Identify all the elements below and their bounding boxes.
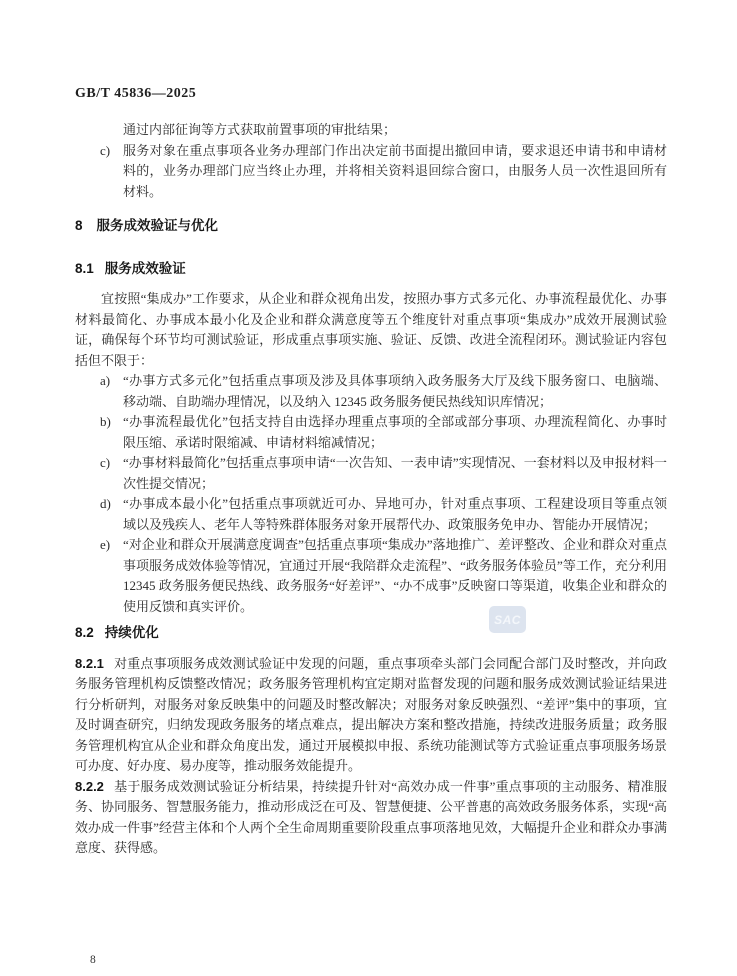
list-item-b: [75, 412, 667, 453]
paragraph-8-2-1: [75, 654, 667, 777]
list-text: “对企业和群众开展满意度调查”包括重点事项“集成办”落地推广、差评整改、企业和群众对重点事项服务成效体验等情况，宜通过开展“我陪群众走流程”、“政务服务体验员”等工作，充分利用 12345 政务服务便民热线、政务服务“好差评”、“办不成事”反映窗口等渠道，收集企业和群众的使用反馈和真实评价。: [123, 537, 667, 614]
sac-watermark-icon: SAC: [489, 606, 526, 633]
list-item-intro-c: [75, 141, 667, 203]
list-text: 服务对象在重点事项各业务办理部门作出决定前书面提出撤回申请，要求退还申请书和申请材料的，业务办理部门应当终止办理，并将相关资料退回综合窗口，由服务人员一次性退回所有材料。: [123, 142, 667, 199]
document-body: [75, 120, 667, 859]
list-label: b): [100, 414, 111, 429]
section-8-1-intro-paragraph: 宜按照“集成办”工作要求，从企业和群众视角出发，按照办事方式多元化、办事流程最优化、办事材料最简化、办事成本最小化及企业和群众满意度等五个维度针对重点事项“集成办”成效开展测试验证，确保每个环节均可测试验证，形成重点事项实施、验证、反馈、改进全流程闭环。测试验证内容包括但不限于：: [75, 291, 667, 368]
section-number: 8.1: [75, 260, 94, 276]
list-item-d: [75, 494, 667, 535]
paragraph-number: 8.2.2: [75, 778, 104, 794]
section-8-1-heading: [75, 259, 667, 280]
section-number: 8: [75, 218, 83, 233]
section-8-heading: [75, 216, 667, 237]
list-item-a: [75, 371, 667, 412]
section-title: 服务成效验证与优化: [96, 218, 219, 233]
list-item-c: [75, 453, 667, 494]
page-number: 8: [90, 954, 96, 966]
paragraph-continuation: 通过内部征询等方式获取前置事项的审批结果；: [123, 122, 397, 137]
list-label: c): [100, 455, 111, 470]
section-title: 持续优化: [104, 625, 159, 640]
standard-number: GB/T 45836—2025: [75, 86, 197, 101]
list-label: e): [100, 537, 111, 552]
list-text: “办事流程最优化”包括支持自由选择办理重点事项的全部或部分事项、办理流程简化、办事时限压缩、承诺时限缩减、申请材料缩减情况；: [123, 414, 667, 450]
list-item-e: [75, 535, 667, 617]
list-text: “办事材料最简化”包括重点事项申请“一次告知、一表申请”实现情况、一套材料以及申报材料一次性提交情况；: [123, 455, 667, 491]
paragraph-text: 对重点事项服务成效测试验证中发现的问题，重点事项牵头部门会同配合部门及时整改，并向政务服务管理机构反馈整改情况；政务服务管理机构宜定期对监督发现的问题和服务成效测试验证结果进行分析研判，对服务对象反映集中的问题及时整改解决；对服务对象反映强烈、“差评”集中的事项，宜及时调查研究，归纳发现政务服务的堵点难点，提出解决方案和整改措施，持续改进服务质量；政务服务管理机构宜从企业和群众角度出发，通过开展模拟申报、系统功能测试等方式验证重点事项服务场景可办度、好办度、易办度等，推动服务效能提升。: [75, 655, 667, 773]
list-text: “办事成本最小化”包括重点事项就近可办、异地可办，针对重点事项、工程建设项目等重点领域以及残疾人、老年人等特殊群体服务对象开展帮代办、政策服务免申办、智能办开展情况；: [123, 496, 667, 532]
section-8-2-heading: [75, 623, 667, 644]
list-text: “办事方式多元化”包括重点事项及涉及具体事项纳入政务服务大厅及线下服务窗口、电脑端、移动端、自助端办理情况，以及纳入 12345 政务服务便民热线知识库情况；: [123, 373, 667, 409]
list-label: a): [100, 373, 111, 388]
paragraph-text: 基于服务成效测试验证分析结果，持续提升针对“高效办成一件事”重点事项的主动服务、精准服务、协同服务、智慧服务能力，推动形成泛在可及、智慧便捷、公平普惠的高效政务服务体系，实现“高效办成一件事”经营主体和个人两个全生命周期重要阶段重点事项落地见效，大幅提升企业和群众办事满意度、获得感。: [75, 778, 667, 855]
paragraph-8-2-2: [75, 777, 667, 859]
paragraph-number: 8.2.1: [75, 655, 104, 671]
list-label: c): [100, 142, 111, 158]
list-label: d): [100, 496, 111, 511]
section-title: 服务成效验证: [104, 260, 186, 276]
section-number: 8.2: [75, 625, 94, 640]
